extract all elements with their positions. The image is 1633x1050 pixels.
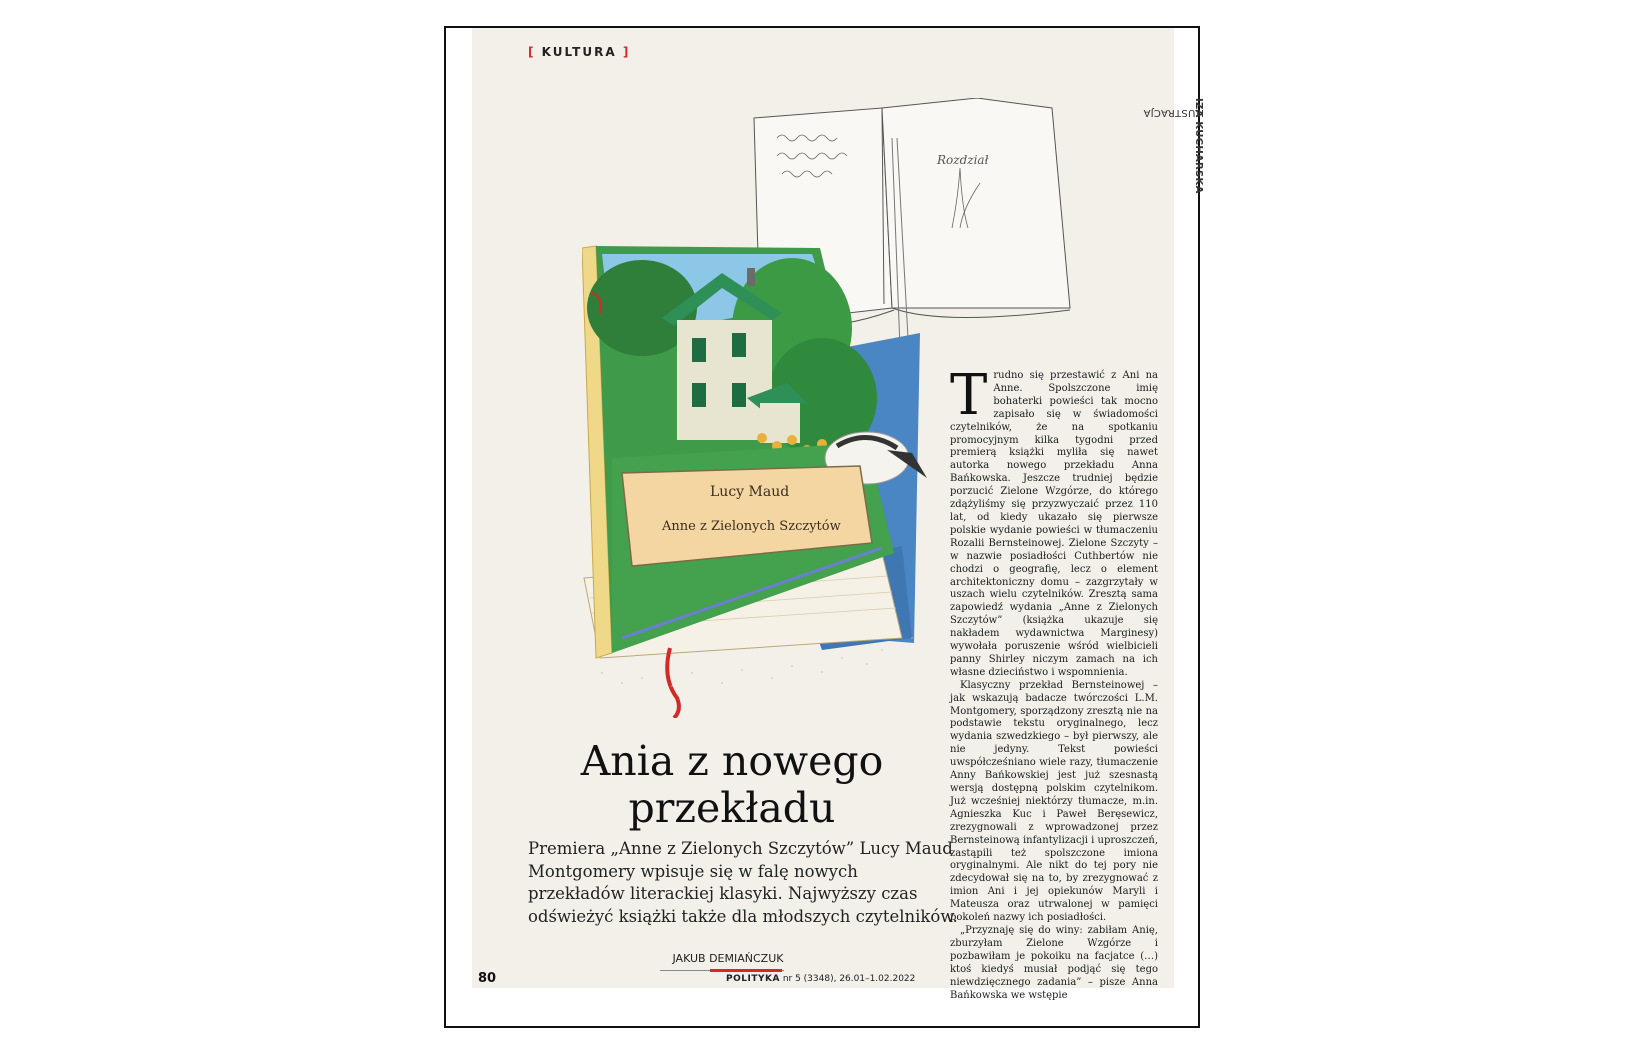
headline-line-2: przekładu (628, 784, 836, 833)
page-footer (726, 974, 915, 984)
section-tag: [ KULTURA ] (528, 45, 631, 59)
house-wall (677, 320, 772, 440)
section-label: KULTURA (541, 45, 617, 59)
credit-name: IZA KUCHARSKA (1193, 98, 1204, 194)
headline (532, 738, 932, 832)
issue-info: nr 5 (3348), 26.01–1.02.2022 (782, 974, 916, 984)
credit-prefix: ILUSTRACJA (1143, 107, 1204, 118)
page-number: 80 (478, 971, 497, 986)
notebook-heading: Rozdział (937, 153, 989, 167)
body-paragraph-2: Klasyczny przekład Bernsteinowej – jak wskazują badacze twórczości L.M. Montgomery, sporządzony zresztą nie na podstawie tekstu oryginalnego, lecz wydania szwedzkiego – był pierwszy, ale nie jedyny. Tekst powieści uwspółcześniano wiele razy, tłumaczenie Anny Bańkowskiej jest już szesnastą wersją dostępną polskim czytelnikom. Już wcześniej niektórzy tłumacze, m.in. Agnieszka Kuc i Paweł Beręsewicz, zrezygnowali z wprowadzonej przez Bernsteinową infantylizacji i uproszczeń, zastąpili też spolszczone imiona oryginalnymi. Ale nikt do tej pory nie zdecydował się na to, by zrezygnować z imion Ani i jej opiekunów Maryli i Mateusza oraz utrwalonej w pamięci pokoleń nazwy ich posiadłości. (950, 679, 1158, 924)
page-paper (472, 28, 1204, 1001)
body-paragraph-1: Trudno się przestawić z Ani na Anne. Spolszczone imię bohaterki powieści tak mocno zapisało się w świadomości czytelników, że na spotkaniu promocyjnym kilka tygodni przed premierą książki myliła się nawet autorka nowego przekładu Anna Bańkowska. Jeszcze trudniej będzie porzucić Zielone Wzgórze, do którego zdążyliśmy się przyzwyczaić przez 110 lat, od kiedy ukazało się pierwsze polskie wydanie powieści w tłumaczeniu Rozalii Bernsteinowej. Zielone Szczyty – w nazwie posiadłości Cuthbertów nie chodzi o geografię, lecz o element architektoniczny domu – zazgrzytały w uszach wielu czytelników. Zresztą sama zapowiedź wydania „Anne z Zielonych Szczytów” (książka ukazuje się nakładem wydawnictwa Marginesy) wywołała poruszenie wśród wielbicieli panny Shirley niczym zamach na ich własne dzieciństwo i wspomnienia. (950, 363, 1158, 678)
lead-text: Premiera „Anne z Zielonych Szczytów” Lucy Maud Montgomery wpisuje się w falę nowych przekładów literackiej klasyki. Najwyższy czas odświeżyć książki także dla młodszych czytelników. (528, 839, 958, 926)
lead-paragraph (528, 838, 958, 928)
headline-line-1: Ania z nowego (580, 737, 884, 786)
byline-accent-rule (710, 969, 782, 972)
magazine-name: POLITYKA (726, 974, 780, 984)
body-paragraph-3: „Przyznaję się do winy: zabiłam Anię, zburzyłam Zielone Wzgórze i pozbawiłam je pokoiku na facjatce (…) ktoś kiedyś musiał podjąć się tego niewdzięcznego zadania” – pisze Anna Bańkowska we wstępie (950, 924, 1158, 1001)
ribbon-bookmark (667, 648, 679, 718)
drop-cap: T (950, 363, 988, 428)
cover-author: Lucy Maud (710, 484, 790, 500)
magazine-page (444, 26, 1204, 1028)
illustration-credit (1143, 98, 1208, 298)
article-body (950, 363, 1158, 1002)
byline: JAKUB DEMIAŃCZUK (672, 952, 784, 965)
cover-title: Anne z Zielonych Szczytów (662, 519, 841, 534)
